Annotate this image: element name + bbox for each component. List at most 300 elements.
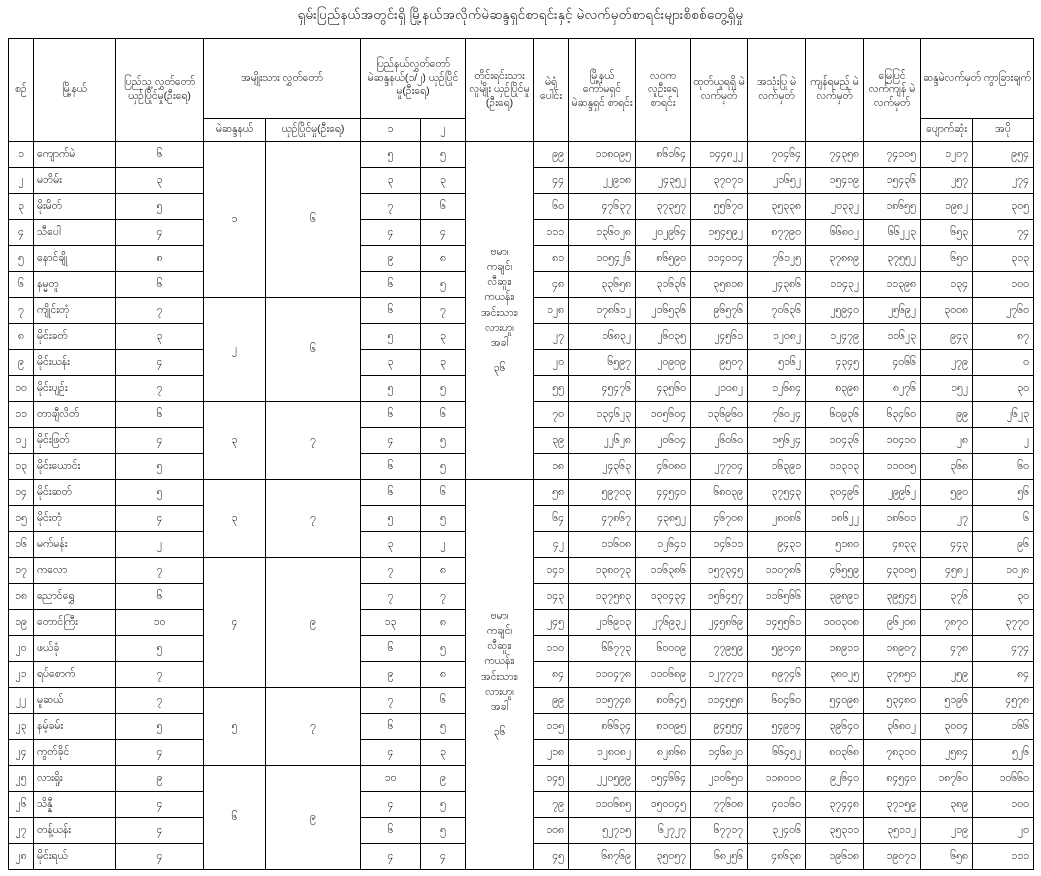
cell-ballots-lost: ၂၈ <box>921 428 973 454</box>
cell-lawaka-population: ၂၄၃၅၂ <box>636 168 691 194</box>
cell-township: မိုင်းယောင်း <box>34 454 116 480</box>
cell-township: ဖယ်ခုံ <box>34 636 116 662</box>
cell-state-1: ၄ <box>361 220 421 246</box>
cell-state-2: ၅ <box>421 636 466 662</box>
cell-lawaka-population: ၁၅၀၀၄၅ <box>636 792 691 818</box>
cell-township: မိုင်းပျဉ်း <box>34 376 116 402</box>
cell-ballots-lost: ၂၇ <box>921 506 973 532</box>
cell-commission-voter-list: ၁၃၇၅၈၃ <box>569 584 636 610</box>
cell-state-1: ၆ <box>361 454 421 480</box>
cell-commission-voter-list: ၂၂၀၅၉၉ <box>569 766 636 792</box>
cell-polling-stations: ၁၄၅ <box>534 766 569 792</box>
cell-ballots-ground-remaining: ၃၇၈၅၀ <box>864 662 921 688</box>
cell-ballots-should-remain: ၄၆၅၅၉ <box>806 558 864 584</box>
cell-ballots-extra: ၂၆၂၃ <box>973 402 1034 428</box>
cell-commission-voter-list: ၄၅၄၇၆ <box>569 376 636 402</box>
cell-state-1: ၅ <box>361 506 421 532</box>
cell-township: မိုင်းယန်း <box>34 350 116 376</box>
cell-township: မိုင်းဖြတ် <box>34 428 116 454</box>
cell-commission-voter-list: ၈၆၆၃၄ <box>569 714 636 740</box>
cell-state-2: ၇ <box>421 298 466 324</box>
cell-ballots-should-remain: ၅၄၀၉၈ <box>806 688 864 714</box>
cell-township: ကျိုင်းတုံ <box>34 298 116 324</box>
cell-amyotha-competed: ၉ <box>266 766 361 870</box>
cell-ballots-issued: ၇၇၆၀၈ <box>691 792 748 818</box>
ethnic-total: ၃၆ <box>493 726 506 739</box>
cell-state-1: ၆ <box>361 402 421 428</box>
cell-ballots-extra: ၃၁၃ <box>973 246 1034 272</box>
ethnic-race-line: လားဟူ၊ <box>485 685 514 698</box>
cell-pyithu-competed: ၅ <box>116 714 204 740</box>
cell-township: မူဆယ် <box>34 688 116 714</box>
cell-ballots-lost: ၁၉၈၂ <box>921 194 973 220</box>
cell-polling-stations: ၁၄၃ <box>534 584 569 610</box>
cell-ballots-issued: ၁၅၄၅၉၂ <box>691 220 748 246</box>
cell-state-2: ၅ <box>421 142 466 168</box>
cell-ballots-ground-remaining: ၁၈၆၀၁ <box>864 506 921 532</box>
cell-lawaka-population: ၄၄၅၄၀ <box>636 480 691 506</box>
cell-amyotha-competed: ၆ <box>266 298 361 402</box>
cell-serial: ၁၀ <box>9 376 34 402</box>
cell-state-1: ၆ <box>361 818 421 844</box>
cell-ballots-issued: ၅၅၆၇၀ <box>691 194 748 220</box>
cell-state-2: ၅ <box>421 506 466 532</box>
cell-township: မက်မန်း <box>34 532 116 558</box>
cell-ballots-lost: ၆၅၃ <box>921 220 973 246</box>
cell-ballots-used: ၅၉၀၄၈ <box>748 636 806 662</box>
cell-ballots-ground-remaining: ၃၉၅၄၅ <box>864 584 921 610</box>
cell-state-2: ၆ <box>421 480 466 506</box>
cell-ballots-extra: ၈၄ <box>973 662 1034 688</box>
cell-state-2: ၃ <box>421 324 466 350</box>
cell-serial: ၁၅ <box>9 506 34 532</box>
cell-pyithu-competed: ၅ <box>116 194 204 220</box>
cell-ballots-issued: ၁၁၄၀၁၄ <box>691 246 748 272</box>
cell-state-1: ၁၀ <box>361 766 421 792</box>
cell-ballots-issued: ၉၄၅၅၄ <box>691 714 748 740</box>
cell-ballots-used: ၄၈၆၃၈ <box>748 844 806 870</box>
cell-pyithu-competed: ၆ <box>116 402 204 428</box>
cell-state-1: ၅ <box>361 142 421 168</box>
cell-commission-voter-list: ၁၃၆၀၂၈ <box>569 220 636 246</box>
header-amyotha: အမျိုးသား လွှတ်တော် <box>204 39 361 119</box>
cell-state-2: ၆ <box>421 402 466 428</box>
cell-township: တာချီလိတ် <box>34 402 116 428</box>
ethnic-race-line: ဗမာ၊ <box>490 609 509 622</box>
cell-ballots-lost: ၃၀၀၈ <box>921 298 973 324</box>
cell-township: မိုးမိတ် <box>34 194 116 220</box>
cell-amyotha-constituency: ၃ <box>204 480 266 558</box>
header-township: မြို့နယ် <box>34 39 116 142</box>
cell-ballots-used: ၂၄၃၈၆ <box>748 272 806 298</box>
cell-lawaka-population: ၃၅၀၅၇ <box>636 844 691 870</box>
cell-state-1: ၇ <box>361 688 421 714</box>
cell-ballots-extra: ၁၀၆၆၀ <box>973 766 1034 792</box>
cell-ballots-extra: ၆ <box>973 506 1034 532</box>
cell-serial: ၂၅ <box>9 766 34 792</box>
cell-township: မိုင်းဆတ် <box>34 480 116 506</box>
cell-ballots-ground-remaining: ၃၇၁၅၉ <box>864 792 921 818</box>
cell-polling-stations: ၉၉ <box>534 688 569 714</box>
cell-state-2: ၃ <box>421 350 466 376</box>
cell-commission-voter-list: ၄၇၈၆၇ <box>569 506 636 532</box>
cell-ballots-lost: ၄၄၃ <box>921 532 973 558</box>
cell-ballots-ground-remaining: ၁၈၆၅၅ <box>864 194 921 220</box>
cell-pyithu-competed: ၅ <box>116 480 204 506</box>
cell-state-2: ၅ <box>421 714 466 740</box>
header-commission-list: မြို့နယ် ကော်မရှင် မဲဆန္ဒရှင် စာရင်း <box>569 39 636 142</box>
cell-ballots-lost: ၂၅၇ <box>921 168 973 194</box>
cell-lawaka-population: ၂၇၆၉၃၂ <box>636 610 691 636</box>
cell-commission-voter-list: ၁၁၈၀၉၅ <box>569 142 636 168</box>
cell-state-2: ၉ <box>421 766 466 792</box>
cell-ballots-issued: ၂၇၇၀၄ <box>691 454 748 480</box>
cell-pyithu-competed: ၃ <box>116 324 204 350</box>
cell-ballots-should-remain: ၁၁၃၁၃ <box>806 454 864 480</box>
cell-ballots-lost: ၆၅၀ <box>921 246 973 272</box>
cell-amyotha-constituency: ၆ <box>204 766 266 870</box>
cell-serial: ၂၃ <box>9 714 34 740</box>
header-amyotha-competed: ယှဉ်ပြိုင်မှု(ဦးရေ) <box>266 119 361 142</box>
cell-ballots-issued: ၁၁၄၅၅၈ <box>691 688 748 714</box>
ethnic-race-line: ကချင်၊ <box>486 624 513 637</box>
cell-pyithu-competed: ၇ <box>116 558 204 584</box>
cell-ballots-ground-remaining: ၆၃၄၆၀ <box>864 402 921 428</box>
cell-ballots-lost: ၇၈၇၀ <box>921 610 973 636</box>
cell-amyotha-competed: ၇ <box>266 480 361 558</box>
cell-ethnic-races <box>466 142 534 480</box>
table-row <box>9 142 1034 168</box>
cell-pyithu-competed: ၉ <box>116 766 204 792</box>
cell-ballots-should-remain: ၅၁၈၀ <box>806 532 864 558</box>
cell-ballots-used: ၁၂၀၈၂ <box>748 324 806 350</box>
cell-ballots-ground-remaining: ၈၄၅၄၀ <box>864 766 921 792</box>
header-sn: စဉ် <box>9 39 34 142</box>
cell-lawaka-population: ၂၆၀၃၅ <box>636 324 691 350</box>
cell-state-1: ၉ <box>361 246 421 272</box>
cell-ballots-issued: ၁၅၇၃၄၅ <box>691 558 748 584</box>
ethnic-total: ၃၆ <box>493 362 506 375</box>
cell-pyithu-competed: ၄ <box>116 818 204 844</box>
cell-state-1: ၄ <box>361 844 421 870</box>
cell-ballots-extra: ၁၀၂၈ <box>973 558 1034 584</box>
cell-ballots-ground-remaining: ၂၉၉၆၂ <box>864 480 921 506</box>
cell-state-2: ၈ <box>421 662 466 688</box>
cell-ballots-lost: ၂၅၈၄ <box>921 740 973 766</box>
header-extra: အပို <box>973 119 1034 142</box>
voter-audit-table <box>8 38 1034 870</box>
cell-ballots-should-remain: ၈၀၃၆၈ <box>806 740 864 766</box>
cell-ballots-lost: ၁၅၂ <box>921 376 973 402</box>
cell-ballots-ground-remaining: ၃၅၁၁၂ <box>864 818 921 844</box>
cell-ballots-used: ၁၂၆၈၄ <box>748 376 806 402</box>
cell-ballots-should-remain: ၃၉၆၄၀ <box>806 714 864 740</box>
cell-ballots-lost: ၃၈၉ <box>921 792 973 818</box>
cell-ethnic-races <box>466 480 534 870</box>
cell-ballots-extra: ၂ <box>973 428 1034 454</box>
cell-polling-stations: ၄၈ <box>534 272 569 298</box>
cell-ballots-issued: ၉၆၅၇၆ <box>691 298 748 324</box>
cell-lawaka-population: ၂၁၆၅၃၆ <box>636 298 691 324</box>
cell-ballots-used: ၇၆၁၂၅ <box>748 246 806 272</box>
cell-commission-voter-list: ၁၁၆၀၈ <box>569 532 636 558</box>
ethnic-race-line: ကချင်၊ <box>486 260 513 273</box>
ethnic-race-line: အခါ <box>490 700 509 713</box>
cell-commission-voter-list: ၁၁၀၆၈၅ <box>569 792 636 818</box>
cell-lawaka-population: ၆၂၇၂၇ <box>636 818 691 844</box>
cell-ballots-ground-remaining: ၂၅၆၉၂ <box>864 298 921 324</box>
cell-ballots-extra: ၂၇၄ <box>973 168 1034 194</box>
cell-amyotha-constituency: ၃ <box>204 402 266 480</box>
cell-township: တောင်ကြီး <box>34 610 116 636</box>
cell-ballots-extra: ၅၂၆ <box>973 740 1034 766</box>
cell-serial: ၁၁ <box>9 402 34 428</box>
cell-commission-voter-list: ၂၁၆၉၁၃ <box>569 610 636 636</box>
cell-commission-voter-list: ၆၈၇၆၉ <box>569 844 636 870</box>
cell-ballots-issued: ၉၅၀၇ <box>691 350 748 376</box>
cell-amyotha-constituency: ၄ <box>204 558 266 688</box>
cell-polling-stations: ၂၇ <box>534 324 569 350</box>
cell-ballots-used: ၉၄၃၁ <box>748 532 806 558</box>
cell-state-1: ၇ <box>361 194 421 220</box>
cell-commission-voter-list: ၁၇၈၆၁၂ <box>569 298 636 324</box>
cell-state-2: ၅ <box>421 792 466 818</box>
cell-ballots-issued: ၁၂၇၇၇၁ <box>691 662 748 688</box>
cell-state-1: ၇ <box>361 558 421 584</box>
cell-ballots-issued: ၂၆၀၆၀ <box>691 428 748 454</box>
cell-polling-stations: ၁၄၁ <box>534 558 569 584</box>
cell-ballots-extra: ၂၀ <box>973 818 1034 844</box>
cell-lawaka-population: ၁၃၀၄၃၄ <box>636 584 691 610</box>
cell-township: မိုင်းရယ် <box>34 844 116 870</box>
cell-lawaka-population: ၁၂၆၄၁ <box>636 532 691 558</box>
cell-commission-voter-list: ၂၂၆၂၈ <box>569 428 636 454</box>
cell-ballots-should-remain: ၁၈၆၂၂ <box>806 506 864 532</box>
header-pyithu: ပြည်သူ့ လွှတ်တော် ယှဉ်ပြိုင်မှု(ဦးရေ) <box>116 39 204 142</box>
cell-township: မဘိမ်း <box>34 168 116 194</box>
cell-serial: ၉ <box>9 350 34 376</box>
cell-ballots-used: ၄၀၁၆၀ <box>748 792 806 818</box>
cell-ballots-extra: ၅၆ <box>973 480 1034 506</box>
cell-state-2: ၃ <box>421 740 466 766</box>
cell-ballots-ground-remaining: ၄၈၃၃ <box>864 532 921 558</box>
cell-ballots-used: ၆၆၄၅၂ <box>748 740 806 766</box>
ethnic-race-line: ဗမာ၊ <box>490 245 509 258</box>
cell-state-2: ၄ <box>421 844 466 870</box>
cell-state-1: ၁၃ <box>361 610 421 636</box>
cell-commission-voter-list: ၃၃၆၅၈ <box>569 272 636 298</box>
cell-ballots-issued: ၁၄၄၈၂၂ <box>691 142 748 168</box>
cell-state-1: ၆ <box>361 714 421 740</box>
cell-serial: ၁၃ <box>9 454 34 480</box>
cell-ballots-should-remain: ၂၀၃၃၂ <box>806 194 864 220</box>
table-row <box>9 480 1034 506</box>
cell-ballots-issued: ၂၄၅၆၁ <box>691 324 748 350</box>
cell-state-1: ၆ <box>361 480 421 506</box>
cell-ballots-ground-remaining: ၉၆၂၀၈ <box>864 610 921 636</box>
cell-pyithu-competed: ၁၀ <box>116 610 204 636</box>
cell-ballots-extra: ၁၀၀ <box>973 272 1034 298</box>
cell-amyotha-constituency: ၁ <box>204 142 266 298</box>
ethnic-race-line: လီဆူး၊ <box>487 276 512 289</box>
cell-lawaka-population: ၄၆၀၈၀ <box>636 454 691 480</box>
cell-pyithu-competed: ၃ <box>116 168 204 194</box>
cell-serial: ၃ <box>9 194 34 220</box>
cell-pyithu-competed: ၅ <box>116 636 204 662</box>
cell-lawaka-population: ၈၆၅၉၀ <box>636 246 691 272</box>
cell-polling-stations: ၁၁၁ <box>534 220 569 246</box>
cell-ballots-extra: ၄၇၄ <box>973 636 1034 662</box>
cell-pyithu-competed: ၄ <box>116 844 204 870</box>
cell-ballots-should-remain: ၃၀၄၉၆ <box>806 480 864 506</box>
cell-pyithu-competed: ၇ <box>116 376 204 402</box>
cell-state-2: ၅ <box>421 454 466 480</box>
cell-polling-stations: ၁၀၈ <box>534 818 569 844</box>
cell-commission-voter-list: ၁၆၈၃၂ <box>569 324 636 350</box>
cell-state-2: ၆ <box>421 688 466 714</box>
cell-ballots-ground-remaining: ၃၇၅၅၂ <box>864 246 921 272</box>
cell-township: သိန္နီ <box>34 792 116 818</box>
cell-serial: ၂ <box>9 168 34 194</box>
cell-commission-voter-list: ၁၁၅၇၄၈ <box>569 688 636 714</box>
cell-lawaka-population: ၈၂၈၆၈ <box>636 740 691 766</box>
cell-pyithu-competed: ၇ <box>116 688 204 714</box>
cell-ballots-used: ၃၅၃၃၈ <box>748 194 806 220</box>
cell-pyithu-competed: ၄ <box>116 350 204 376</box>
cell-state-1: ၃ <box>361 350 421 376</box>
header-ethnic: တိုင်းရင်းသား လူမျိုး ယှဉ်ပြိုင်မှု (ဦးရေ) <box>466 39 534 142</box>
cell-ballots-ground-remaining: ၁၁၃၉၈ <box>864 272 921 298</box>
cell-ballots-lost: ၃၀၀၄ <box>921 714 973 740</box>
header-polls: မဲရုံ ပေါင်း <box>534 39 569 142</box>
cell-serial: ၇ <box>9 298 34 324</box>
header-state-1: ၁ <box>361 119 421 142</box>
cell-ballots-lost: ၉၄၃ <box>921 324 973 350</box>
cell-serial: ၁၉ <box>9 610 34 636</box>
cell-polling-stations: ၃၉ <box>534 428 569 454</box>
cell-ballots-ground-remaining: ၇၄၁၀၅ <box>864 142 921 168</box>
cell-ballots-extra: ၃၀ <box>973 376 1034 402</box>
cell-township: ညောင်ရွှေ <box>34 584 116 610</box>
cell-township: နောင်ချို <box>34 246 116 272</box>
cell-ballots-used: ၅၁၆၂ <box>748 350 806 376</box>
cell-serial: ၄ <box>9 220 34 246</box>
cell-state-2: ၈ <box>421 558 466 584</box>
header-ballot-difference: ဆန္ဒမဲလက်မှတ် ကွာခြားချက် <box>921 39 1034 119</box>
cell-serial: ၁၆ <box>9 532 34 558</box>
cell-serial: ၁၈ <box>9 584 34 610</box>
cell-state-2: ၆ <box>421 194 466 220</box>
cell-polling-stations: ၈၁ <box>534 246 569 272</box>
cell-lawaka-population: ၁၁၆၃၈၆ <box>636 558 691 584</box>
cell-state-2: ၃ <box>421 168 466 194</box>
cell-lawaka-population: ၃၁၆၃၆ <box>636 272 691 298</box>
cell-ballots-ground-remaining: ၁၉၀၇၁ <box>864 844 921 870</box>
cell-ballots-ground-remaining: ၄၃၀၀၅ <box>864 558 921 584</box>
cell-state-1: ၃ <box>361 168 421 194</box>
cell-commission-voter-list: ၂၂၉၁၈ <box>569 168 636 194</box>
cell-ballots-extra: ၃၀ <box>973 584 1034 610</box>
cell-amyotha-constituency: ၂ <box>204 298 266 402</box>
cell-state-2: ၅ <box>421 428 466 454</box>
cell-ballots-lost: ၃၇၆ <box>921 584 973 610</box>
cell-polling-stations: ၈၄ <box>534 662 569 688</box>
cell-ballots-should-remain: ၃၇၈၈၉ <box>806 246 864 272</box>
cell-ballots-extra: ၈၇ <box>973 324 1034 350</box>
cell-serial: ၂၁ <box>9 662 34 688</box>
cell-township: နမ္မတူ <box>34 272 116 298</box>
ethnic-race-line: လီဆူး၊ <box>487 640 512 653</box>
cell-lawaka-population: ၃၇၃၅၇ <box>636 194 691 220</box>
cell-ballots-used: ၁၁၀၇၈၆ <box>748 558 806 584</box>
cell-ballots-used: ၁၁၆၅၆၆ <box>748 584 806 610</box>
cell-serial: ၁၄ <box>9 480 34 506</box>
cell-state-1: ၄ <box>361 792 421 818</box>
header-state-2: ၂ <box>421 119 466 142</box>
cell-ballots-used: ၁၁၈၀၁၀ <box>748 766 806 792</box>
cell-ballots-used: ၂၈၀၈၆ <box>748 506 806 532</box>
cell-township: တန့်ယန်း <box>34 818 116 844</box>
header-ground-remain-ballots: မြေပြင် လက်ကျန် မဲလက်မှတ် <box>864 39 921 142</box>
cell-ballots-lost: ၂၁၉ <box>921 818 973 844</box>
cell-state-1: ၆ <box>361 636 421 662</box>
cell-state-2: ၅ <box>421 818 466 844</box>
cell-ballots-should-remain: ၃၉၈၉၁ <box>806 584 864 610</box>
cell-lawaka-population: ၁၀၅၆၀၄ <box>636 402 691 428</box>
cell-state-1: ၆ <box>361 298 421 324</box>
cell-township: မိုင်းခတ် <box>34 324 116 350</box>
cell-state-2: ၇ <box>421 584 466 610</box>
header-should-remain-ballots: ကျန်ရမည့် မဲလက်မှတ် <box>806 39 864 142</box>
cell-ballots-should-remain: ၁၈၉၁၁ <box>806 636 864 662</box>
cell-polling-stations: ၁၁၀ <box>534 636 569 662</box>
cell-ballots-should-remain: ၇၄၃၅၈ <box>806 142 864 168</box>
cell-township: ကွတ်ခိုင် <box>34 740 116 766</box>
cell-ballots-extra: ၉၆ <box>973 532 1034 558</box>
cell-ballots-ground-remaining: ၅၃၄၈၀ <box>864 688 921 714</box>
cell-lawaka-population: ၂၀၆၀၄ <box>636 428 691 454</box>
cell-ballots-should-remain: ၁၅၄၁၉ <box>806 168 864 194</box>
cell-ballots-extra: ၉၅၄ <box>973 142 1034 168</box>
cell-lawaka-population: ၈၆၁၆၄ <box>636 142 691 168</box>
ethnic-race-line: အခါ <box>490 336 509 349</box>
cell-pyithu-competed: ၆ <box>116 584 204 610</box>
cell-state-1: ၅ <box>361 376 421 402</box>
cell-polling-stations: ၉၉ <box>534 142 569 168</box>
cell-ballots-used: ၆၀၄၆၀ <box>748 688 806 714</box>
cell-ballots-used: ၇၀၆၃၆ <box>748 298 806 324</box>
cell-ballots-should-remain: ၁၉၆၁၈ <box>806 844 864 870</box>
cell-ballots-should-remain: ၂၅၉၄၀ <box>806 298 864 324</box>
cell-amyotha-constituency: ၅ <box>204 688 266 766</box>
cell-ballots-should-remain: ၈၃၉၈ <box>806 376 864 402</box>
cell-ballots-issued: ၃၅၈၁၈ <box>691 272 748 298</box>
cell-ballots-used: ၃၂၄၀၆ <box>748 818 806 844</box>
ethnic-race-line: အင်းသား၊ <box>481 670 518 683</box>
cell-commission-voter-list: ၅၉၇၀၃ <box>569 480 636 506</box>
cell-state-2: ၈ <box>421 610 466 636</box>
cell-state-2: ၂ <box>421 532 466 558</box>
cell-ballots-ground-remaining: ၁၈၉၀၇ <box>864 636 921 662</box>
cell-ballots-ground-remaining: ၃၆၈၀၂ <box>864 714 921 740</box>
cell-ballots-used: ၇၀၄၆၄ <box>748 142 806 168</box>
cell-ballots-extra: ၀ <box>973 350 1034 376</box>
cell-ballots-used: ၃၇၅၄၃ <box>748 480 806 506</box>
cell-lawaka-population: ၁၅၄၆၆၄ <box>636 766 691 792</box>
cell-lawaka-population: ၂၀၉၀၉ <box>636 350 691 376</box>
cell-ballots-lost: ၂၇၉ <box>921 350 973 376</box>
cell-serial: ၂၆ <box>9 792 34 818</box>
